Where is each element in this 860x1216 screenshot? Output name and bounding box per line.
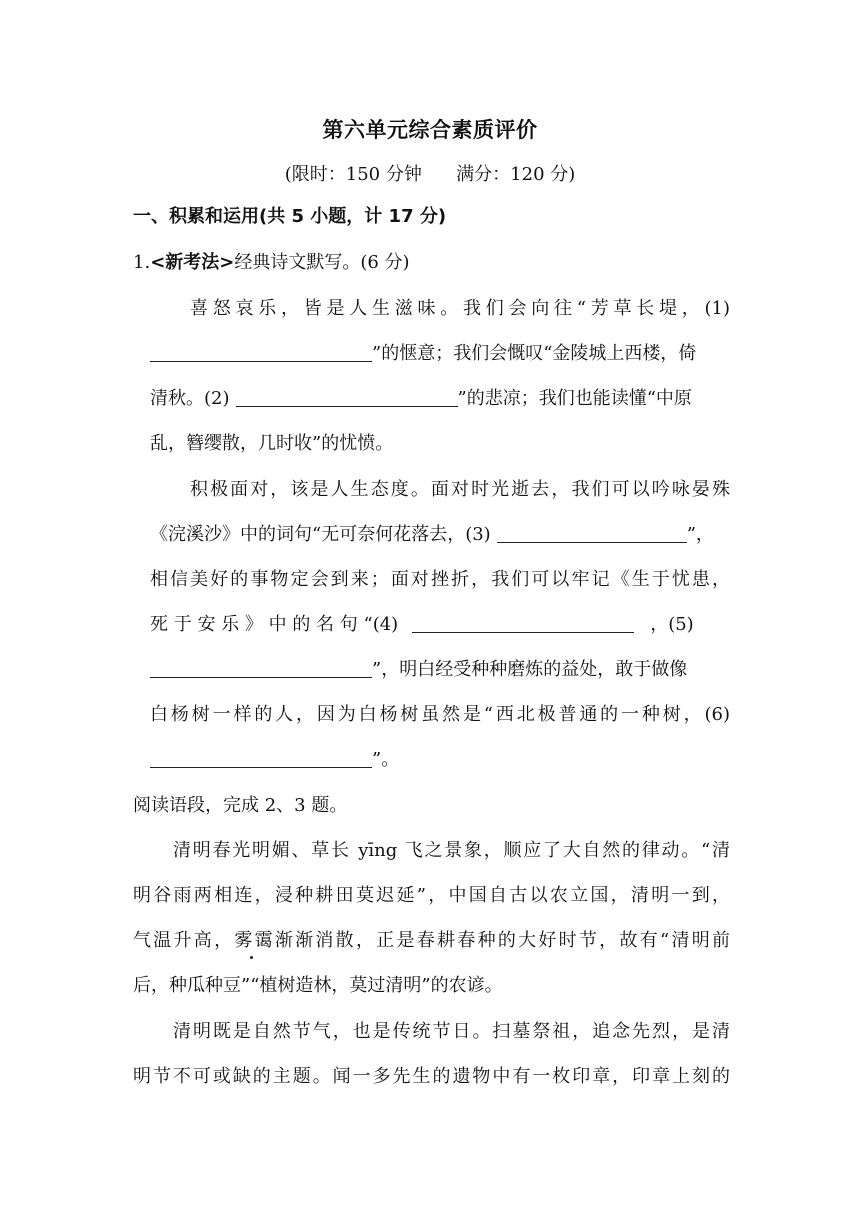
paragraph-line: 明谷雨两相连，浸种耕田莫迟延”，中国自古以农立国，清明一到， xyxy=(133,885,730,906)
answer-blank-1[interactable] xyxy=(150,343,372,362)
q1-line: 相信美好的事物定会到来；面对挫折，我们可以牢记《生于忧患， xyxy=(150,569,730,590)
q1-line: 喜怒哀乐，皆是人生滋味。我们会向往“芳草长堤，(1) xyxy=(190,298,730,319)
q1-line: ”的惬意；我们会慨叹“金陵城上西楼，倚 xyxy=(150,343,730,365)
new-exam-tag: <新考法> xyxy=(150,252,235,273)
q1-line: 《浣溪沙》中的词句“无可奈何花落去，(3) ”， xyxy=(150,524,714,545)
answer-blank-6[interactable] xyxy=(150,749,372,768)
question-number: 1. xyxy=(133,252,151,273)
q1-line: 白杨树一样的人，因为白杨树虽然是“西北极普通的一种树，(6) xyxy=(150,704,730,725)
question-text: 经典诗文默写。(6 分) xyxy=(234,252,410,273)
answer-blank-3[interactable] xyxy=(497,524,687,543)
reading-instruction: 阅读语段，完成 2、3 题。 xyxy=(133,795,348,816)
section-heading: 一、积累和运用(共 5 小题，计 17 分) xyxy=(133,206,447,227)
paragraph-line: 清明既是自然节气，也是传统节日。扫墓祭祖，追念先烈，是清 xyxy=(173,1021,730,1042)
q1-line: ”，明白经受种种磨炼的益处，敢于做像 xyxy=(150,659,730,681)
page-title: 第六单元综合素质评价 xyxy=(322,118,538,142)
q1-line: ”。 xyxy=(150,749,399,771)
paragraph-line: 明节不可或缺的主题。闻一多先生的遗物中有一枚印章，印章上刻的 xyxy=(133,1066,730,1087)
q1-line: 死 于 安 乐 》 中 的 名 句 “(4) ，(5) xyxy=(150,614,694,635)
q1-line: 积极面对，该是人生态度。面对时光逝去，我们可以吟咏晏殊 xyxy=(190,479,730,500)
paragraph-line: 后，种瓜种豆”“植树造林，莫过清明”的农谚。 xyxy=(133,975,503,996)
paragraph-line: 气温升高，雾霭渐渐消散，正是春耕春种的大好时节，故有“清明前 xyxy=(133,930,730,951)
q1-line: 乱，簪缨散，几时收”的忧愤。 xyxy=(150,433,394,454)
answer-blank-4[interactable] xyxy=(412,614,634,633)
question-1-stem xyxy=(133,252,410,274)
time-and-score: (限时：150 分钟 满分：120 分) xyxy=(284,164,576,185)
paragraph-line: 清明春光明媚、草长 yīng 飞之景象，顺应了大自然的律动。“清 xyxy=(173,840,730,861)
answer-blank-2[interactable] xyxy=(236,388,458,407)
q1-line: 清秋。(2) ”的悲凉；我们也能读懂“中原 xyxy=(150,388,692,409)
emphasis-dot xyxy=(250,956,253,959)
answer-blank-5[interactable] xyxy=(150,659,372,678)
